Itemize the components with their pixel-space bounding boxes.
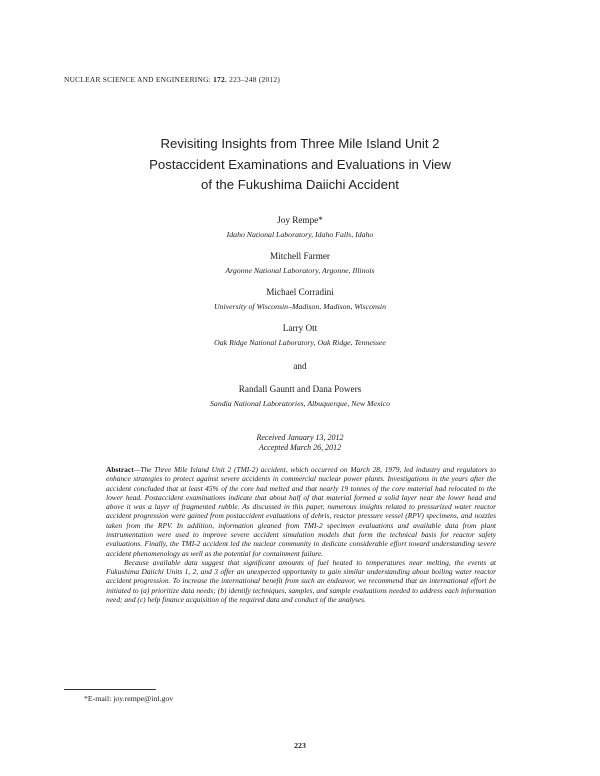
title-line: of the Fukushima Daiichi Accident — [201, 177, 399, 192]
page-number: 223 — [294, 741, 306, 750]
author-name: Mitchell Farmer — [270, 251, 330, 261]
abstract-paragraph — [106, 465, 496, 558]
author-affiliation: Sandia National Laboratories, Albuquerque, New Mexico — [210, 399, 390, 408]
abstract-text: The Three Mile Island Unit 2 (TMI-2) accident, which occurred on March 28, 1979, led industry and regulators to enhance strategies to protect against severe accidents in commercial nuclear power plants. Investigations in the years after the accident concluded that at least 45% of the core had melted and that nearly 19 tonnes of the core material had relocated to the lower head. Postaccident examinations indicate that about half of that material formed a solid layer near the lower head and above it was a layer of fragmented rubble. As discussed in this paper, numerous insights related to pressurized water reactor accident progression were gained from postaccident evaluations of debris, reactor pressure vessel (RPV) specimens, and nozzles taken from the RPV. In addition, information gleaned from TMI-2 specimen evaluations and available data from plant instrumentation were used to improve severe accident simulation models that form the technical basis for reactor safety evaluations. Finally, the TMI-2 accident led the nuclear community to dedicate considerable effort toward understanding severe accident phenomenology as well as the potential for containment failure. — [106, 465, 496, 558]
title-line: Postaccident Examinations and Evaluations in View — [149, 156, 451, 172]
author-name: Randall Gauntt and Dana Powers — [238, 384, 362, 394]
author-block — [60, 214, 540, 410]
journal-volume: 172 — [213, 75, 225, 84]
abstract — [106, 465, 496, 604]
title-line: Revisiting Insights from Three Mile Island Unit 2 — [160, 136, 440, 151]
article-title — [60, 134, 540, 196]
author-conjunction: and — [293, 361, 307, 371]
footnote-email: *E-mail: joy.rempe@inl.gov — [84, 694, 174, 703]
abstract-dash: — — [133, 465, 141, 474]
journal-pages-year: , 223–248 (2012) — [224, 75, 281, 84]
footnote-rule — [64, 689, 156, 690]
author-name: Joy Rempe* — [277, 215, 323, 225]
journal-name: NUCLEAR SCIENCE AND ENGINEERING: — [64, 75, 211, 84]
received-date: Received January 13, 2012 — [256, 433, 344, 442]
author-affiliation: Idaho National Laboratory, Idaho Falls, Idaho — [226, 230, 374, 239]
article-dates — [60, 433, 540, 453]
author-affiliation: Argonne National Laboratory, Argonne, Illinois — [225, 266, 375, 275]
running-header — [64, 75, 280, 84]
author-affiliation: Oak Ridge National Laboratory, Oak Ridge, Tennessee — [214, 338, 386, 347]
author-name: Larry Ott — [282, 323, 318, 333]
abstract-label: Abstract — [106, 465, 134, 474]
author-affiliation: University of Wisconsin–Madison, Madison, Wisconsin — [214, 302, 386, 311]
author-name: Michael Corradini — [266, 287, 334, 297]
accepted-date: Accepted March 26, 2012 — [258, 443, 342, 452]
abstract-paragraph: Because available data suggest that significant amounts of fuel heated to temperatures near melting, the events at Fukushima Daiichi Units 1, 2, and 3 offer an unexpected opportunity to gain similar understanding about boiling water reactor accident progression. To increase the international benefit from such an endeavor, we recommend that an international effort be initiated to (a) prioritize data needs; (b) identify techniques, samples, and sample evaluations needed to address each information need; and (c) help finance acquisition of the required data and conduct of the analyses. — [106, 557, 496, 604]
